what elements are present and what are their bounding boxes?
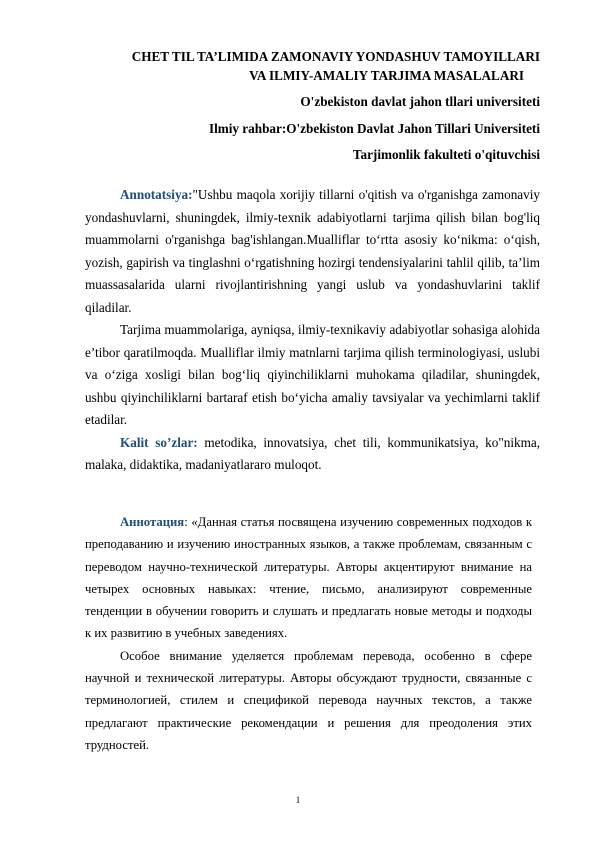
faculty-line: Tarjimonlik fakulteti o'qituvchisi: [352, 147, 540, 162]
supervisor-line: Ilmiy rahbar:O'zbekiston Davlat Jahon Tillari Universiteti: [208, 121, 540, 136]
abstract-ru-paragraph-1: [85, 511, 532, 645]
title-line-1: CHET TIL TA’LIMIDA ZAMONAVIY YONDASHUV TAMOYILLARI: [131, 49, 540, 64]
keywords-paragraph: [85, 432, 540, 477]
abstract-ru: [85, 511, 532, 756]
abstract-ru-label: Аннотация: [120, 515, 185, 529]
abstract-uz: [85, 184, 540, 477]
abstract-uz-text-1: "Ushbu maqola xorijiy tillarni o'qitish va o'rganishga zamonaviy yondashuvlarni, shuningdek, ilmiy-texnik adabiyotlarni tarjima qilish bilan bog'liq muammolarni o'rganishga bag'ishlangan.Mualliflar to‘rtta asosiy ko‘nikma: o‘qish, yozish, gapirish va tinglashni o‘rgatishning hozirgi tendensiyalarini tahlil qilib, ta’lim muassasalarida ularni rivojlantirishning yangi uslub va yondashuvlarini taklif qiladilar.: [85, 187, 540, 315]
title-line-2: VA ILMIY-AMALIY TARJIMA MASALALARI: [249, 68, 524, 83]
keywords-label: Kalit so’zlar:: [120, 434, 198, 450]
abstract-ru-text-1: : «Данная статья посвящена изучению современных подходов к преподаванию и изучению иностранных языков, а также проблемам, связанным с переводом научно-технической литературы. Авторы акцентируют внимание на четырех основных навыках: чтение, письмо, анализируют современные тенденции в обучении говорить и слушать и предлагать новые методы и подходы к их развитию в учебных заведениях.: [85, 515, 532, 641]
abstract-ru-paragraph-2: Особое внимание уделяется проблемам перевода, особенно в сфере научной и технической литературы. Авторы обсуждают трудности, связанные с терминологией, стилем и спецификой перевода научных текстов, а также предлагают практические рекомендации и решения для преодоления этих трудностей.: [85, 648, 532, 752]
page-number: 1: [295, 795, 301, 805]
abstract-uz-paragraph-1: [85, 184, 540, 319]
keywords-text: metodika, innovatsiya, chet tili, kommunikatsiya, ko"nikma, malaka, didaktika, madaniyatlararo muloqot.: [85, 434, 541, 472]
article-title: [80, 47, 540, 85]
abstract-uz-label: Annotatsiya:: [120, 187, 193, 202]
abstract-uz-paragraph-2: Tarjima muammolariga, ayniqsa, ilmiy-texnikaviy adabiyotlar sohasiga alohida e’tibor qaratilmoqda. Mualliflar ilmiy matnlarni tarjima qilish terminologiyasi, uslubi va o‘ziga xosligi bilan bog‘liq qiyinchiliklarni muhokama qiladilar, shuningdek, ushbu qiyinchiliklarni bartaraf etish bo‘yicha amaliy tavsiyalar va yechimlarni taklif etadilar.: [85, 322, 540, 427]
university-name: O'zbekiston davlat jahon tllari universiteti: [300, 94, 540, 109]
